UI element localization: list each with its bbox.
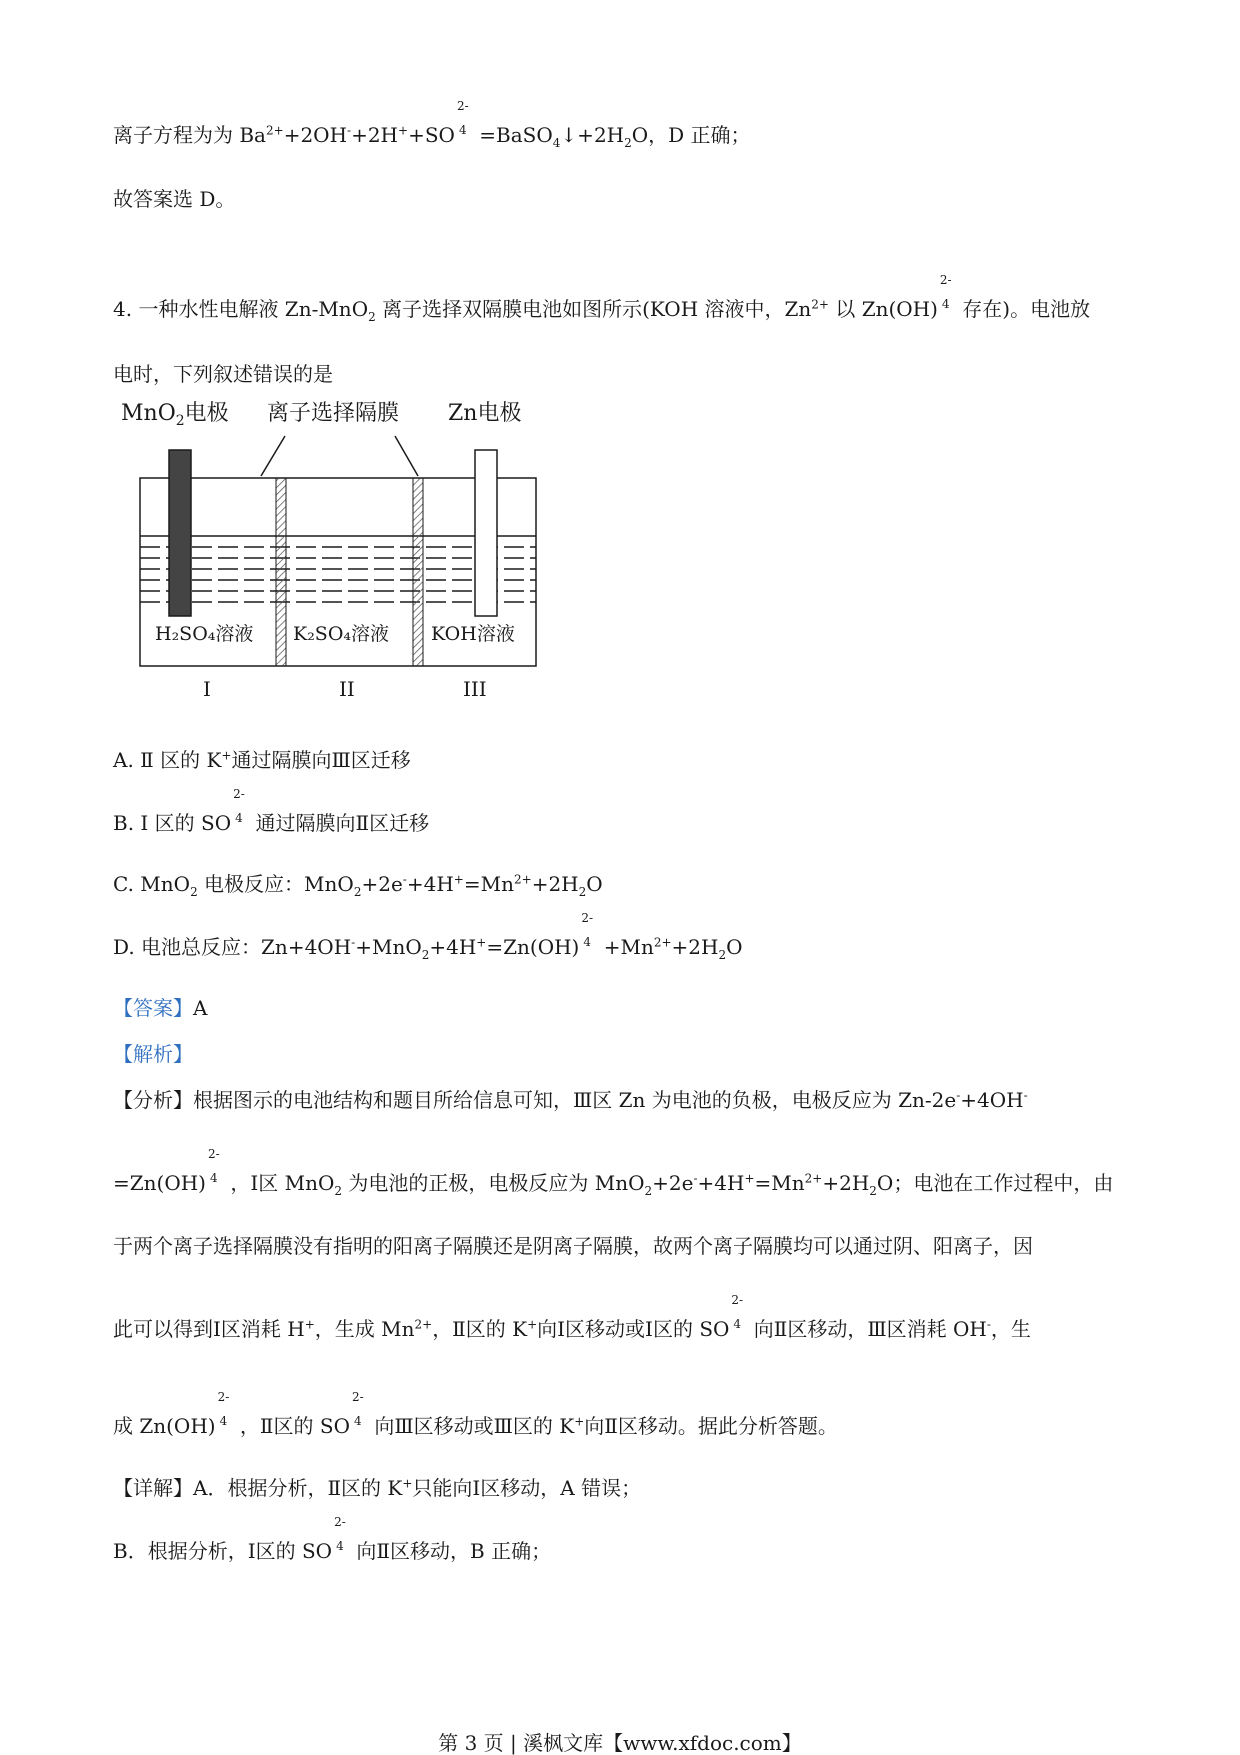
solution-h2so4: H₂SO₄溶液 [155,623,254,645]
text: B. Ⅰ 区的 SO [113,811,232,835]
text: 【详解】A．根据分析，Ⅱ区的 K [113,1476,403,1500]
subscript: 4 [209,1171,218,1185]
question-4-line-2: 电时，下列叙述错误的是 [113,362,333,386]
analysis-line-3: 于两个离子选择隔膜没有指明的阳离子隔膜还是阴离子隔膜，故两个离子隔膜均可以通过阴、阳离子，因 [113,1234,1033,1258]
text: 电极反应：MnO [197,872,354,896]
text: 向Ⅱ区移动，B 正确； [350,1539,552,1563]
text: ，生 [990,1317,1031,1341]
subscript: 2 [578,885,587,899]
text: D. 电池总反应：Zn+4OH [113,935,352,959]
charge: + [453,872,464,887]
text: +2H [351,123,399,147]
text: +MnO [355,935,422,959]
answer-label: 【答案】 [113,996,193,1020]
text: +2e [361,872,403,896]
charge: 2+ [811,297,829,312]
detail-line-a [113,1476,641,1500]
option-a [113,748,411,772]
subscript: 2 [624,136,632,150]
subscript: 2 [869,1184,877,1198]
subscript: 4 [733,1317,742,1331]
analysis-label: 【解析】 [113,1042,193,1066]
analysis-line-1 [113,1088,1028,1112]
option-d [113,911,743,962]
charge: + [402,1476,413,1491]
text: C. MnO [113,872,191,896]
text: B．根据分析，Ⅰ区的 SO [113,1539,333,1563]
text: +2H [822,1171,870,1195]
charge: + [574,1414,585,1429]
membrane-label: 离子选择隔膜 [267,401,400,426]
charge: 2+ [804,1171,823,1186]
sulfate-index [231,787,249,830]
charge: 2+ [513,872,532,887]
text: 离子选择双隔膜电池如图所示(KOH 溶液中，Zn [375,297,812,321]
leader-line [261,436,285,476]
subscript: 2 [190,885,198,899]
text: A. Ⅱ 区的 K [113,748,222,772]
charge: 2+ [653,935,672,950]
text: ，Ⅱ区的 K [432,1317,528,1341]
mno2-electrode [169,450,191,616]
text: =Mn [463,872,514,896]
text: +2H [531,872,579,896]
text: +4H [406,872,454,896]
equation-line [113,99,751,150]
subscript: 2 [334,1184,342,1198]
subscript: 4 [353,1414,362,1428]
charge: - [693,1171,698,1186]
membrane-right [413,478,423,666]
subscript: 4 [336,1539,344,1553]
text: ，生成 Mn [314,1317,415,1341]
charge: - [956,1088,961,1103]
text: 通过隔膜向Ⅱ区迁移 [249,811,430,835]
text: 离子方程为为 Ba [113,123,266,147]
text: =Mn [754,1171,805,1195]
text: =BaSO [472,123,553,147]
text: 向Ⅱ区移动。据此分析答题。 [584,1414,838,1438]
analysis-line-5 [113,1390,838,1438]
membrane-left [276,478,286,666]
solution-k2so4: K₂SO₄溶液 [293,623,390,645]
charge: 2- [334,1515,346,1529]
zincate-index [206,1147,224,1190]
text: 存在)。电池放 [955,297,1091,321]
text: +4OH [960,1088,1024,1112]
text: 【分析】根据图示的电池结构和题目所给信息可知，Ⅲ区 Zn 为电池的负极，电极反应为 Zn-2e [113,1088,957,1112]
text: +4H [697,1171,745,1195]
option-b [113,787,430,835]
charge: - [347,123,352,138]
zincate-index [938,273,956,316]
text: +4H [429,935,477,959]
subscript: 4 [941,297,950,311]
subscript: 4 [583,935,591,949]
subscript: 2 [718,948,727,962]
text: +2OH [283,123,348,147]
subscript: 2 [421,948,430,962]
zone-ii-label: II [339,677,355,701]
text: =Zn(OH) [113,1171,206,1195]
text: 向Ⅲ区移动或Ⅲ区的 K [367,1414,575,1438]
subscript: 2 [368,310,376,324]
subscript: 2 [644,1184,653,1198]
charge: + [476,935,487,950]
subscript: 4 [219,1414,228,1428]
text: O [726,935,743,959]
answer-value: A [193,996,208,1020]
charge: 2- [233,787,245,801]
zn-electrode [475,450,497,616]
leader-line [395,436,418,476]
charge: 2- [581,911,594,925]
answer-line [113,996,207,1020]
text: 只能向Ⅰ区移动，A 错误； [412,1476,642,1500]
text: 为电池的正极，电极反应为 MnO [342,1171,645,1195]
charge: - [402,872,407,887]
charge: + [527,1317,538,1332]
mno2-electrode-label: MnO$_2$电极 [121,401,229,429]
solution-koh: KOH溶液 [431,623,515,645]
subscript: 2 [353,885,362,899]
charge: 2- [456,99,469,113]
conclusion-line: 故答案选 D。 [113,187,236,211]
text: +2H [671,935,719,959]
charge: - [1023,1088,1028,1103]
charge: + [398,123,409,138]
charge: 2- [351,1390,364,1404]
charge: - [351,935,356,950]
zn-electrode-label: Zn电极 [448,401,522,426]
charge: + [304,1317,315,1332]
zone-i-label: I [203,677,211,701]
text: +SO [408,123,455,147]
option-c [113,872,603,899]
sulfate-index [729,1293,747,1336]
charge: 2- [731,1293,744,1307]
charge: + [221,748,232,763]
subscript: 4 [235,811,243,825]
text: +Mn [597,935,654,959]
text: ，Ⅱ区的 SO [233,1414,350,1438]
charge: 2- [207,1147,220,1161]
detail-line-b [113,1515,552,1563]
analysis-line-4 [113,1293,1031,1341]
charge: 2+ [414,1317,433,1332]
analysis-line-2 [113,1147,1114,1198]
sulfate-index [350,1390,368,1433]
text: 此可以得到Ⅰ区消耗 H [113,1317,305,1341]
charge: + [744,1171,755,1186]
text: 以 Zn(OH) [828,297,938,321]
charge: 2- [217,1390,230,1404]
battery-diagram-svg [113,396,553,706]
subscript: 4 [552,136,561,150]
text: 向Ⅱ区移动，Ⅲ区消耗 OH [747,1317,987,1341]
text: ↓+2H [560,123,625,147]
page-footer: 第 3 页 | 溪枫文库【www.xfdoc.com】 [438,1731,802,1755]
zincate-index [216,1390,234,1433]
zone-iii-label: III [463,677,487,701]
battery-diagram [113,396,553,710]
charge: 2+ [265,123,284,138]
text: 通过隔膜向Ⅲ区迁移 [231,748,411,772]
text: 成 Zn(OH) [113,1414,216,1438]
text: +2e [652,1171,694,1195]
charge: 2- [939,273,952,287]
text: O [586,872,603,896]
text: ，Ⅰ区 MnO [223,1171,335,1195]
text: 4. 一种水性电解液 Zn-MnO [113,297,369,321]
text: O，D 正确； [631,123,751,147]
subscript: 4 [458,123,467,137]
zincate-index [579,911,597,954]
text: =Zn(OH) [486,935,580,959]
question-4-line-1 [113,273,1091,324]
sulfate-index [455,99,473,142]
text: O；电池在工作过程中，由 [876,1171,1114,1195]
sulfate-index [332,1515,350,1558]
text: 向Ⅰ区移动或Ⅰ区的 SO [537,1317,730,1341]
charge: - [986,1317,991,1332]
